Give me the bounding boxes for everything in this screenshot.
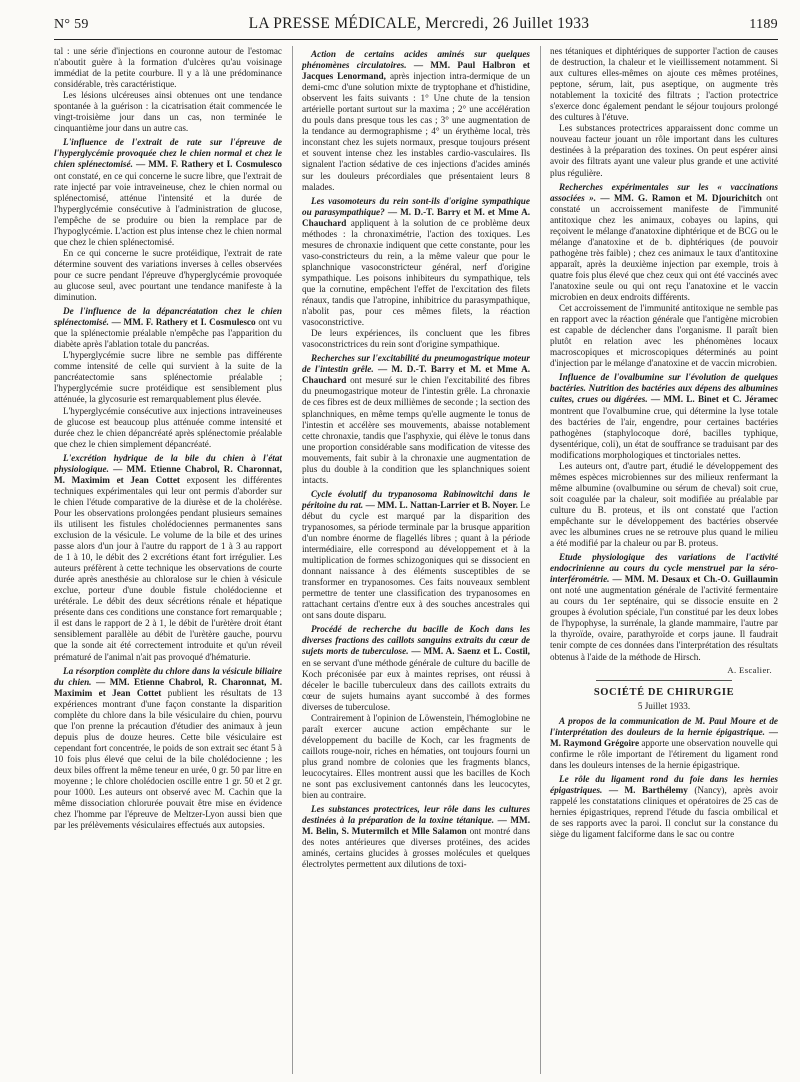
abstract-paragraph: [550, 552, 778, 662]
page-number: 1189: [749, 17, 778, 32]
abstract-title: Le rôle du ligament rond du foie dans les hernies épigastriques.: [550, 773, 778, 795]
paragraph-text: L'hyperglycémie sucre libre ne semble pas différente comme intensité de celle qui survient à la suite de la pancréatectomie sans splénectomie préalable ; l'hyperglycémie sucre protéidique est sensiblement plus atténuée, la glycosurie est remarquablement plus élevée.: [54, 350, 282, 405]
text-paragraph: [550, 46, 778, 123]
paragraph-text: ont constaté, en ce qui concerne le sucre libre, que l'extrait de rate injecté par voie intraveineuse, chez le chien normal ou splénectomisé, atténue l'intensité et la durée de l'hyperglycémie consécutive à l'administration de glucose, l'empêche de se produire ou bien la remplace par de l'hypoglycémie. L'action est plus intense chez le chien normal que chez le chien splénectomisé.: [54, 170, 282, 247]
abstract-title: Etude physiologique des variations de l'activité endocrinienne au cours du cycle menstruel par la séro-interférométrie.: [550, 552, 778, 585]
paragraph-text: ont vu que la splénectomie préalable n'empêche pas l'apparition du diabète après l'ablation totale du pancréas.: [54, 317, 282, 350]
journal-title: LA PRESSE MÉDICALE, Mercredi, 26 Juillet 1933: [248, 15, 590, 32]
paragraph-text: Les substances protectrices apparaissent donc comme un nouveau facteur jouant un rôle important dans les cultures destinées à la préparation des toxines. On peut espérer ainsi avoir des filtrats ayant une valeur plus grande et une activité plus régulière.: [550, 123, 778, 178]
abstract-title: Influence de l'ovalbumine sur l'évolution de quelques bactéries. Nutrition des bactéries aux dépens des albumines cuites, crues ou digérées.: [550, 372, 778, 405]
abstract-authors: — MM. G. Ramon et M. Djourichitch: [596, 192, 762, 203]
abstract-authors: — MM. Etienne Chabrol, R. Charonnat, M. Maximim et Jean Cottet: [54, 463, 282, 485]
text-paragraph: [302, 328, 530, 350]
session-date: 5 Juillet 1933.: [637, 700, 691, 711]
abstract-authors: — MM. L. Binet et C. Jéramec: [647, 394, 778, 405]
paragraph-text: publient les résultats de 13 expériences montrant d'une façon constante la disparition complète du chlore dans la bile vésiculaire du chien, pourvu que l'on prenne la précaution d'étudier des animaux à jeun depuis plus de douze heures. Cette bile vésiculaire est cependant fort concentrée, le poids de son extrait sec étant 5 à 10 fois plus élevé que celui de la bile cholédocienne ; les deux biles offrent la même teneur en urée, 0 gr. 50 par litre en moyenne ; le chlore cholédocien oscille entre 1 gr. 50 et 2 gr. pour 1000. Les auteurs ont observé avec M. Cachin que la même dissociation chlorurée pouvait être mise en évidence chez l'homme par l'épreuve de Meltzer-Lyon aussi bien que par les prélèvements vésiculaires effectués aux autopsies.: [54, 687, 282, 831]
text-paragraph: [550, 461, 778, 549]
abstract-paragraph: [302, 804, 530, 870]
column-right: [540, 46, 778, 1074]
abstract-authors: — MM. M. Belin, S. Mutermilch et Mlle Salamon: [302, 815, 530, 837]
abstract-title: Action de certains acides aminés sur quelques phénomènes circulatoires.: [302, 49, 530, 71]
abstract-title: Les vasomoteurs du rein sont-ils d'origine sympathique ou parasympathique?: [302, 195, 530, 217]
paragraph-text: exposent les différentes techniques expérimentales qui leur ont permis d'aborder sur le chien l'étude comparative de la diurèse et de la cholérèse. Pour les observations prolongées pendant plusieurs semaines ils utilisent les fistules cholédociennes permanentes sans exclusion de la vésicule. Le volume de la bile et des urines passe alors d'un jour à l'autre du rapport de 1 à 3 au rapport de 1 à 10, le débit des 2 excrétions étant fort irrégulier. Les auteurs préfèrent à cette technique les observations de courte durée après anesthésie au chloralose sur le chien à vésicule exclue, porteur d'une double fistule cholédocienne et urétérale. Le débit des deux sécrétions rénale et hépatique présente dans ces conditions une constance fort remarquable ; il est dans le rapport de 2 à 1, le débit de l'urètère droit étant sensiblement parallèle au débit de l'urètère gauche, pourvu que la sonde ait été correctement introduite et qu'un réveil prématuré de l'animal n'ait pas provoqué d'hématurie.: [54, 474, 282, 662]
abstract-authors: — M. Raymond Grégoire: [550, 726, 778, 748]
abstract-paragraph: [302, 49, 530, 193]
paragraph-text: appliquent à la solution de ce problème deux méthodes : la chronaximétrie, l'action des toxiques. Les mesures de chronaxie indiquent que cette constante, pour les vaso-constricteurs du rein, a la même valeur que pour le splanchnique vasoconstricteur général, nerf d'origine sympathique. Les poisons inhibiteurs du sympathique, tels que la cornutine, empêchent l'effet de l'excitation des filets rénaux, tandis que l'atropine, inhibitrice du parasympathique, n'abolit pas, pour ces mêmes filets, la réaction vasoconstrictive.: [302, 217, 530, 328]
paragraph-text: Les auteurs ont, d'autre part, étudié le développement des mêmes espèces microbiennes sur des milieux renfermant la même albumine (ovalbumine ou sérum de cheval) soit crue, soit coagulée par la chaleur, soit modifiée au préalable par culture du B. proteus, et ils ont constaté que l'action empêchante sur le développement des bactéries observée avec les albumines crues ne se retrouve plus quand le milieu a été modifié par la chaleur ou par B. proteus.: [550, 460, 778, 549]
abstract-paragraph: [550, 774, 778, 840]
text-paragraph: [54, 406, 282, 450]
abstract-title: L'influence de l'extrait de rate sur l'épreuve de l'hyperglycémie provoquée chez le chien normal et chez le chien splénectomisé.: [54, 137, 282, 170]
paragraph-text: apporte une observation nouvelle qui confirme le rôle important de l'étirement du ligament rond dans les douleurs intenses de la hernie épigastrique.: [550, 737, 778, 770]
abstract-authors: — MM. Paul Halbron et Jacques Lenormand,: [302, 60, 530, 82]
abstract-paragraph: [54, 137, 282, 247]
section-signature: A. Escalier.: [727, 664, 772, 675]
paragraph-text: Contrairement à l'opinion de Löwenstein, l'hémoglobine ne paraît exercer aucune action empêchante sur le développement du bacille de Koch, car les fragments de caillots rouge-noir, riches en hématies, ont toujours fourni un plus grand nombre de colonies que les fragments blancs, leucocytaires. Elles montrent aussi que les bacilles de Koch ne sont pas exclusivement cantonnés dans les leucocytes, bien au contraire.: [302, 712, 530, 801]
paragraph-text: En ce qui concerne le sucre protéidique, l'extrait de rate détermine souvent des variations inverses à celles observées pour ce sucre pendant l'épreuve d'hyperglycémie provoquée au glucose seul, avec pourtant une tendance manifeste à la diminution.: [54, 247, 282, 303]
paragraph-text: ont noté une augmentation générale de l'activité fermentaire au cours du 1er septénaire, qui se dissocie ensuite en 2 groupes à évolution spéciale, l'un constitué par les deux lobes de l'hypophyse, la surrénale, la glande mammaire, l'autre par la thyroïde, ovaire, parathyroïde et corps jaune. Il faudrait tenir compte de ces données dans l'interprétation des résultats obtenus à l'aide de la méthode de Hirsch.: [550, 585, 778, 662]
abstract-paragraph: [302, 624, 530, 712]
abstract-authors: — MM. Etienne Chabrol, R. Charonnat, M. Maximim et Jean Cottet: [54, 676, 282, 698]
abstract-title: Recherches expérimentales sur les « vaccinations associées ».: [550, 181, 778, 203]
paragraph-text: montrent que l'ovalbumine crue, qui détermine la lyse totale des bactéries de l'air, engendre, pour certaines bactéries pathogènes (staphylocoque doré, bacilles typhique, dysentérique, coli), un état de souffrance se traduisant par des modifications morphologiques et tinctoriales nettes.: [550, 405, 778, 460]
abstract-title: De l'influence de la dépancréatation chez le chien splénectomisé.: [54, 306, 282, 328]
paragraph-text: en se servant d'une méthode générale de culture du bacille de Koch préconisée par eux à maintes reprises, ont réussi à déceler le bacille tuberculeux dans des caillots extraits du cœur de sujets humains ayant succombé à des formes diverses de tuberculose.: [302, 657, 530, 712]
column-middle: [292, 46, 530, 1074]
paragraph-text: Le début du cycle est marqué par la disparition des trypanosomes, sa période terminale par la brusque apparition d'un nombre énorme de flagellés libres ; quant à la période intermédiaire, elle correspond au développement et à la multiplication de formes schizogoniques qui se dissocient en donnant naissance à des éléments susceptibles de se transformer en trypanosomes. Ces faits nouveaux semblent permettre de tenter une classification des trypanosomes en rattachant certains d'entre eux à des souches ancestrales qui ont sans doute disparu.: [302, 499, 530, 621]
text-paragraph: [54, 248, 282, 303]
abstract-title: Procédé de recherche du bacille de Koch dans les diverses fractions des caillots sanguins extraits du cœur de sujets morts de tuberculose.: [302, 624, 530, 657]
abstract-paragraph: [302, 353, 530, 486]
abstract-authors: — M. D.-T. Barry et M. et Mme A. Chauchard: [302, 364, 530, 386]
abstract-authors: — MM. A. Saenz et L. Costil,: [408, 646, 530, 657]
paragraph-text: après injection intra-dermique de un demi-cmc d'une solution mixte de tryptophane et d'histidine, observent les faits suivants : 1° Une chute de la tension artérielle portant surtout sur la maxima ; 2° une accélération du pouls dans presque tous les cas ; 3° une augmentation de la tendance au dermographisme ; 4° un érythème local, très inconstant chez les sujets normaux, presque toujours présent et souvent intense chez les instables cardio-vasculaires. Ils signalent l'action sédative de ces injections d'acides aminés sur les douleurs précordiales que présentaient leurs 8 malades.: [302, 71, 530, 192]
paragraph-text: ont montré dans des notes antérieures que diverses protéines, des acides aminés, certains glucides à grosses molécules et quelques électrolytes permettent aux dilutions de toxi-: [302, 826, 530, 870]
section-divider: [596, 680, 733, 681]
paragraph-text: nes tétaniques et diphtériques de supporter l'action de causes de destruction, la chaleur et le vieillissement notamment. Si aux cultures elles-mêmes on ajoute ces mêmes protéines, peptone, sérum, lait, pus aseptique, on augmente très notablement la toxicité des filtrats ; l'action protectrice s'exerce donc également pendant le séjour toujours prolongé des cultures à l'étuve.: [550, 46, 778, 123]
abstract-title: L'excrétion hydrique de la bile du chien à l'état physiologique.: [54, 452, 282, 474]
text-paragraph: [550, 123, 778, 178]
abstract-authors: — M. Barthélemy: [602, 785, 688, 795]
text-paragraph: [54, 350, 282, 405]
paragraph-text: (Nancy), après avoir rappelé les constatations cliniques et opératoires de 25 cas de hernies épigastriques, reprend l'étude du fascia ombilical et de ses rapports avec la paroi. Il conclut sur la constance du siège du ligament falciforme dans le sac ou contre: [550, 785, 778, 840]
text-paragraph: [302, 713, 530, 801]
abstract-paragraph: [54, 666, 282, 832]
abstract-authors: — MM. F. Rathery et I. Cosmulesco: [132, 159, 282, 170]
abstract-paragraph: [550, 716, 778, 771]
abstract-paragraph: [302, 489, 530, 622]
column-left: [54, 46, 282, 1074]
abstract-paragraph: [54, 453, 282, 663]
paragraph-text: tal : une série d'injections en couronne autour de l'estomac n'aboutit guère à la formation d'ulcères qu'au voisinage immédiat de la petite courbure. Il y a là une prédominance considérable, très caractéristique.: [54, 46, 282, 90]
text-paragraph: [54, 46, 282, 90]
text-columns: [54, 46, 778, 1074]
issue-number: N° 59: [54, 17, 89, 32]
running-header: [54, 15, 778, 40]
abstract-paragraph: [54, 306, 282, 350]
abstract-title: Cycle évolutif du trypanosoma Rabinowitchi dans le péritoine du rat.: [302, 488, 530, 510]
society-heading: SOCIÉTÉ DE CHIRURGIE: [593, 686, 735, 698]
abstract-paragraph: [302, 196, 530, 329]
text-paragraph: [550, 303, 778, 369]
abstract-title: A propos de la communication de M. Paul Moure et de l'interprétation des douleurs de la hernie épigastrique.: [550, 715, 778, 737]
paragraph-text: ont mesuré sur le chien l'excitabilité des fibres du pneumogastrique moteur de l'intestin grêle. La chronaxie de ces fibres est de deux millièmes de seconde ; la section des splanchniques, en même temps qu'elle augmente le tonus de l'intestin et accélère ses mouvements, abaisse notablement cette chronaxie, tandis que l'asphyxie, qui élève le tonus dans une proportion considérable sans modification de vitesse des mouvements, fait subir à la chronaxie une augmentation de plus du double à la condition que les splanchniques soient intacts.: [302, 375, 530, 485]
paragraph-text: L'hyperglycémie consécutive aux injections intraveineuses de glucose est beaucoup plus atténuée comme intensité et durée chez le chien dépancréaté après splénectomie préalable que chez le chien simplement dépancréaté.: [54, 405, 282, 449]
abstract-authors: — MM. M. Desaux et Ch.-O. Guillaumin: [609, 574, 778, 585]
abstract-title: La résorption complète du chlore dans la vésicule biliaire du chien.: [54, 665, 282, 687]
text-paragraph: [54, 90, 282, 134]
paragraph-text: De leurs expériences, ils concluent que les fibres vasoconstrictrices du rein sont d'origine sympathique.: [302, 328, 530, 350]
abstract-authors: — MM. L. Nattan-Larrier et B. Noyer.: [363, 499, 518, 510]
paragraph-text: Les lésions ulcéreuses ainsi obtenues ont une tendance spontanée à la guérison : la cicatrisation était commencée le vingt-troisième jour dans un cas, non terminée le cinquantième jour dans un autre cas.: [54, 90, 282, 134]
abstract-authors: — M. D.-T. Barry et M. et Mme A. Chauchard: [302, 206, 530, 228]
abstract-paragraph: [550, 182, 778, 304]
abstract-title: Recherches sur l'excitabilité du pneumogastrique moteur de l'intestin grêle.: [302, 353, 530, 375]
paragraph-text: Cet accroissement de l'immunité antitoxique ne semble pas en rapport avec la réaction générale que l'antigène microbien est capable de déclencher dans l'organisme. Il paraît bien plutôt en relation avec les phénomènes locaux macroscopiques et microscopiques déterminés au point d'injection par le mélange d'anatoxine et de vaccin microbien.: [550, 303, 778, 369]
paragraph-text: ont constaté un accroissement manifeste de l'immunité antitoxique chez les animaux, cobayes ou lapins, qui reçoivent le mélange d'anatoxine diphtérique et de BCG ou le mélange d'anatoxine et de b. diphtériques (de pouvoir pathogène très faible) ; chez ces animaux le taux d'antitoxine apparaît, après la deuxième injection par exemple, trois à quatre fois plus élevé que chez ceux qui ont été vaccinés avec l'anatoxine seule ou qui ont reçu l'anatoxine et le vaccin microbien en deux endroits différents.: [550, 192, 778, 303]
abstract-title: Les substances protectrices, leur rôle dans les cultures destinées à la préparation de la toxine tétanique.: [302, 804, 530, 826]
abstract-authors: — MM. F. Rathery et I. Cosmulesco: [108, 317, 256, 328]
abstract-paragraph: [550, 372, 778, 460]
